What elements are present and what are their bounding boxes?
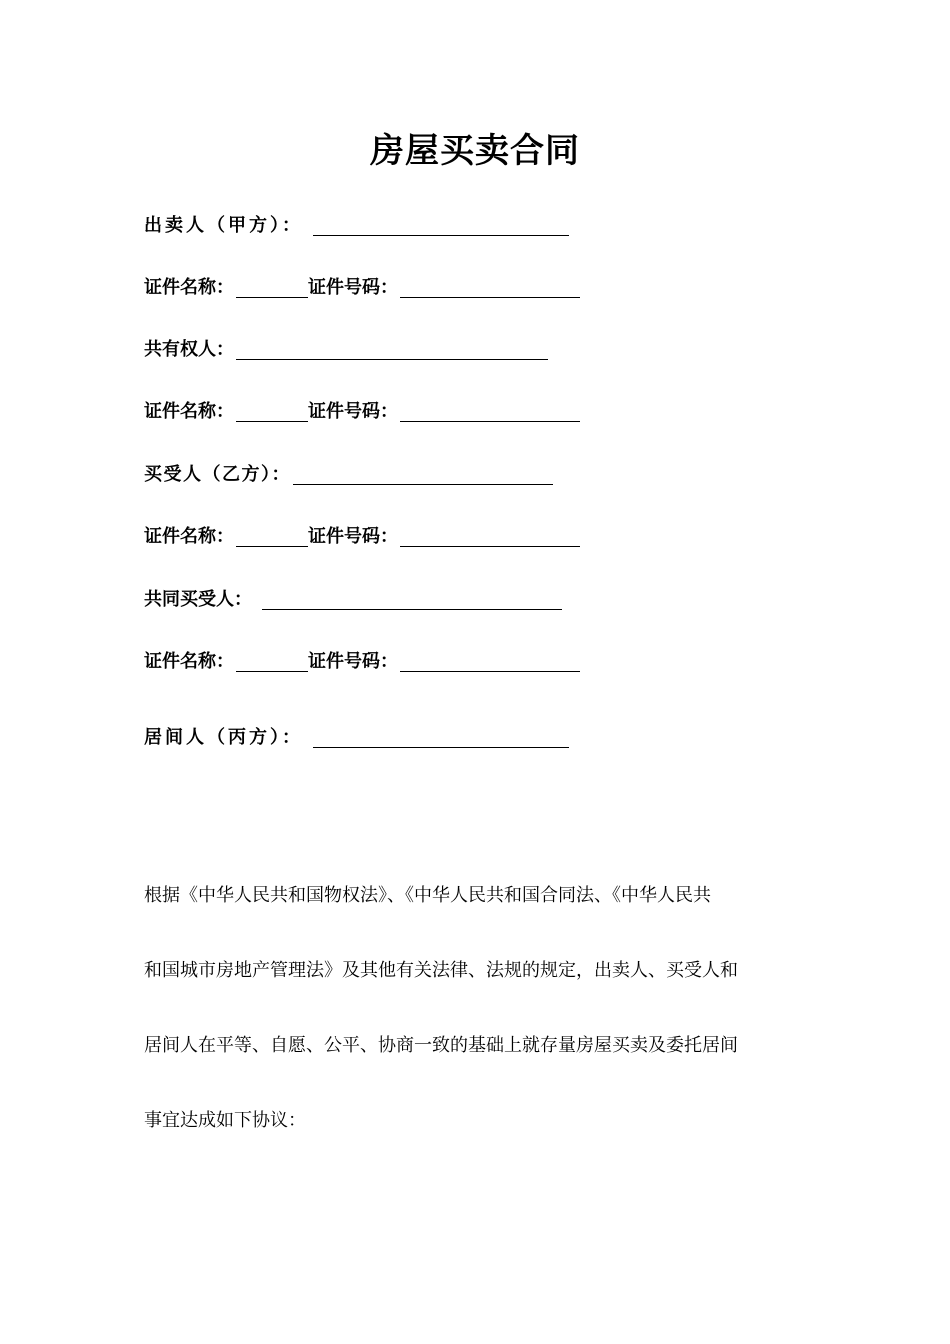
co-buyer-id-number-blank[interactable] <box>400 651 580 672</box>
buyer-id-number-label: 证件号码： <box>308 526 398 547</box>
co-buyer-id-name-label: 证件名称： <box>144 651 234 672</box>
co-owner-name-blank[interactable] <box>236 339 548 360</box>
co-buyer-id-row <box>144 646 580 674</box>
preamble-line: 事宜达成如下协议： <box>144 1110 306 1131</box>
preamble-paragraph <box>144 858 809 1158</box>
co-buyer-label: 共同买受人： <box>144 589 252 610</box>
co-owner-id-name-blank[interactable] <box>236 401 308 422</box>
co-buyer-id-number-label: 证件号码： <box>308 651 398 672</box>
seller-label: 出卖人（甲方）： <box>144 215 303 236</box>
co-owner-id-number-label: 证件号码： <box>308 401 398 422</box>
seller-id-row <box>144 272 580 300</box>
buyer-id-row <box>144 521 580 549</box>
co-owner-id-number-blank[interactable] <box>400 401 580 422</box>
broker-label: 居间人（丙方）： <box>144 727 303 748</box>
seller-id-number-blank[interactable] <box>400 277 580 298</box>
buyer-id-name-blank[interactable] <box>236 526 308 547</box>
buyer-id-number-blank[interactable] <box>400 526 580 547</box>
seller-id-name-blank[interactable] <box>236 277 308 298</box>
preamble-line: 和国城市房地产管理法》及其他有关法律、法规的规定，出卖人、买受人和 <box>144 960 738 981</box>
co-owner-row <box>144 334 548 362</box>
co-owner-id-row <box>144 396 580 424</box>
seller-id-number-label: 证件号码： <box>308 277 398 298</box>
document-title: 房屋买卖合同 <box>370 131 580 171</box>
buyer-row <box>144 459 553 487</box>
broker-row <box>144 722 569 750</box>
preamble-line: 居间人在平等、自愿、公平、协商一致的基础上就存量房屋买卖及委托居间 <box>144 1035 738 1056</box>
seller-row <box>144 210 569 238</box>
co-buyer-id-name-blank[interactable] <box>236 651 308 672</box>
preamble-line: 根据《中华人民共和国物权法》、《中华人民共和国合同法、《中华人民共 <box>144 885 711 906</box>
seller-name-blank[interactable] <box>313 215 569 236</box>
broker-name-blank[interactable] <box>313 727 569 748</box>
co-owner-label: 共有权人： <box>144 339 234 360</box>
co-buyer-row <box>144 584 562 612</box>
seller-id-name-label: 证件名称： <box>144 277 234 298</box>
buyer-label: 买受人（乙方）： <box>144 464 291 485</box>
buyer-name-blank[interactable] <box>293 464 553 485</box>
co-buyer-name-blank[interactable] <box>262 589 562 610</box>
buyer-id-name-label: 证件名称： <box>144 526 234 547</box>
co-owner-id-name-label: 证件名称： <box>144 401 234 422</box>
